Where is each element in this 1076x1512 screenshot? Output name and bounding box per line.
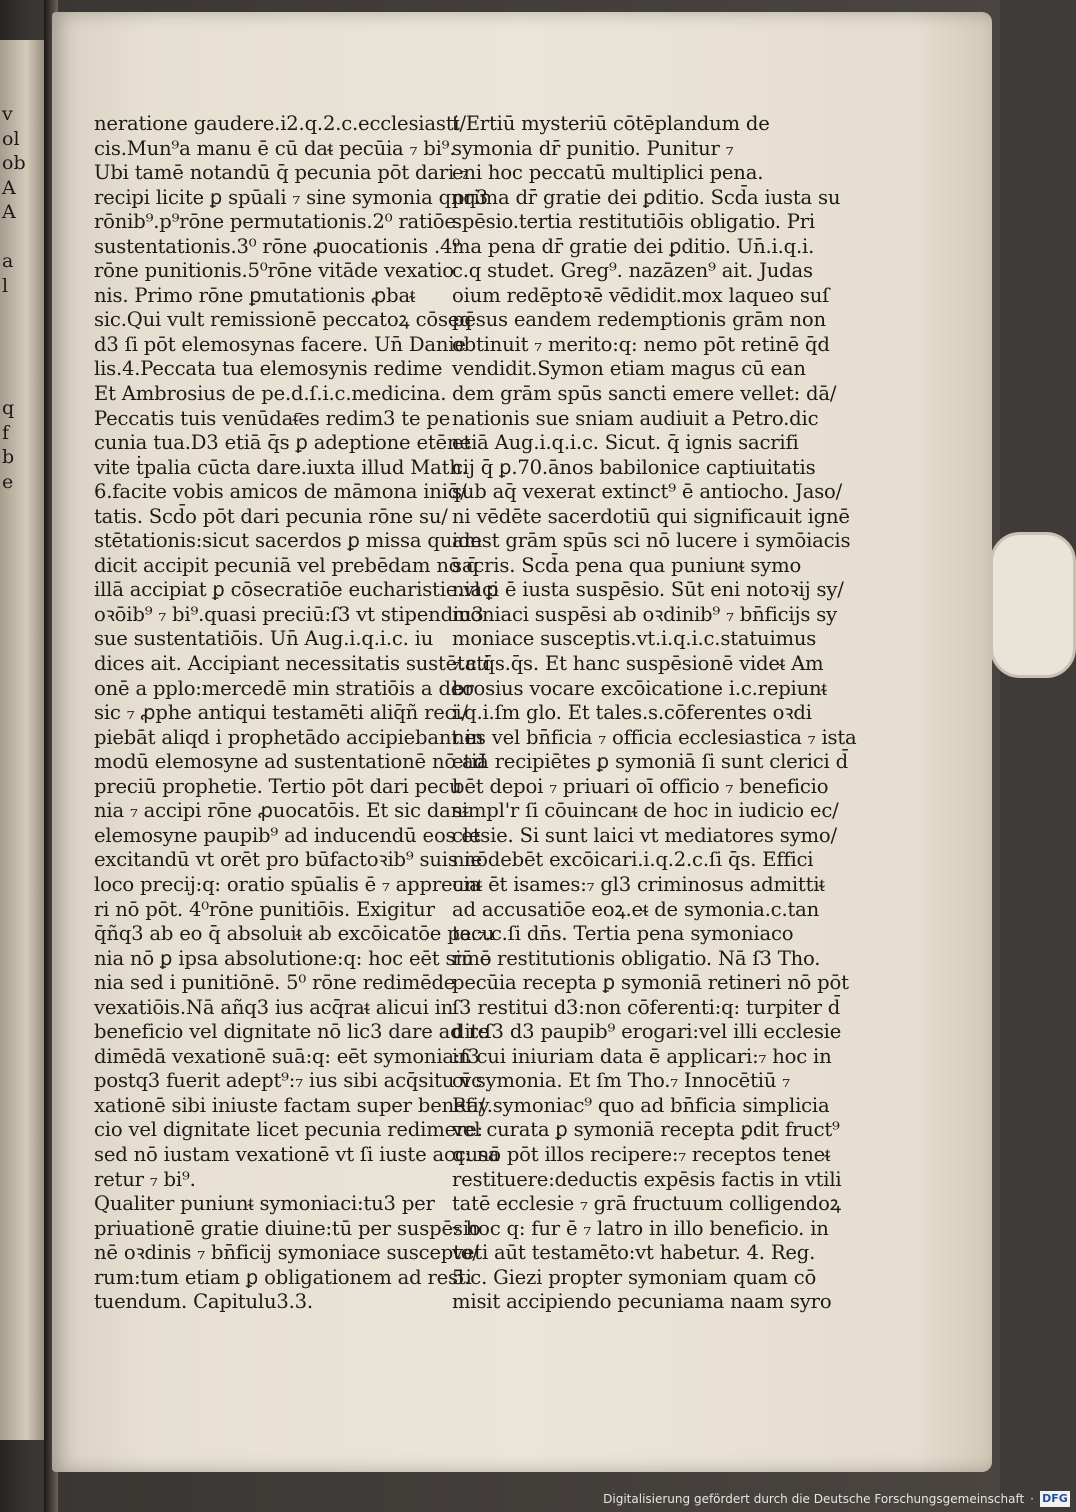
- right-column-line: 5.c. Giezi propter symoniam quam cō: [452, 1265, 817, 1289]
- right-column-line: nes vel bn̄ficia ₇ officia ecclesiastica ₇ ista: [452, 725, 857, 749]
- right-column-line: sub aq̄ vexerat extinct⁹ ē antiocho. Jaso/: [452, 480, 843, 504]
- right-column-line: c.q studet. Greg⁹. nazāzen⁹ ait. Judas: [452, 259, 813, 283]
- left-column-line: sustentationis.3⁰ rōne ꝓuocationis .4⁰: [94, 234, 460, 258]
- facing-page-fragment: ol: [2, 127, 20, 150]
- right-column-line: oī symonia. Et ſm Tho.₇ Innocētiū ₇: [452, 1069, 790, 1093]
- right-column-line: ad accusatiōe eoꝝ.eᵵ de symonia.c.tan: [452, 897, 820, 921]
- left-column-line: nē oꝛdinis ₇ bn̄ficij symoniace suscepto/: [94, 1241, 479, 1265]
- right-column-line: ₇.c.q̄s.q̄s. Et hanc suspēsionē videᵵ Am: [452, 652, 824, 676]
- left-column-line: preciū prophetie. Tertio pōt dari pecu: [94, 774, 462, 798]
- left-column-line: excitandū vt orēt pro būfactoꝛib⁹ suis nō: [94, 848, 488, 872]
- right-column-line: restituere:deductis expēsis factis in vtili: [452, 1167, 842, 1191]
- right-column-line: idest grām spūs sci nō lucere i symōiacis: [452, 529, 851, 553]
- left-column-line: dicit accipit pecuniā vel prebēdam nō q̄: [94, 553, 479, 577]
- left-column-line: ri nō pōt. 4⁰rōne punitiōis. Exigitur: [94, 897, 435, 921]
- left-column-line: nia ₇ accipi rōne ꝓuocatōis. Et sic danᵵ: [94, 799, 469, 823]
- right-column-line: Ray.symoniac⁹ quo ad bn̄ficia simplicia: [452, 1093, 830, 1117]
- left-column-line: elemosyne paupib⁹ ad inducendū eos et: [94, 823, 481, 847]
- right-column-line: misit accipiendo pecuniama naam syro: [452, 1290, 832, 1314]
- right-column-line: i.q.i.ſm glo. Et tales.s.cōferentes oꝛdi: [452, 701, 812, 725]
- left-column-line: neratione gaudere.i2.q.2.c.ecclesiasti/: [94, 112, 466, 135]
- left-column-line: q̄ñq3 ab eo q̄ absoluiᵵ ab excōicatōe pecu: [94, 922, 495, 946]
- right-column-line: brosius vocare excōicatione i.c.repiunᵵ: [452, 676, 827, 700]
- left-column-line: rōne punitionis.5⁰rōne vitāde vexatio: [94, 259, 454, 283]
- right-column-line: etiā recipiētes ꝑ symoniā ſi sunt clerici d̄: [452, 750, 848, 774]
- right-column-line: symonia dr̄ punitio. Punitur ₇: [452, 136, 734, 160]
- right-column-line: vendidit.Symon etiam magus cū ean: [452, 357, 806, 381]
- right-column-line: tatē ecclesie ₇ grā fructuum colligendoꝝ: [452, 1192, 841, 1216]
- left-column-line: loco precij:q: oratio spūalis ē ₇ apprecia: [94, 872, 481, 896]
- dfg-logo: DFG: [1040, 1491, 1070, 1507]
- right-column-line: dit:ſ3 d3 paupib⁹ erogari:vel illi ecclesie: [452, 1020, 842, 1044]
- left-column-line: sic ₇ ꝓphe antiqui testamēti aliq̄ñ reci/: [94, 701, 468, 725]
- right-column-line: moniace susceptis.vt.i.q.i.c.statuimus: [452, 627, 817, 651]
- left-column-line: cunia tua.D3 etiā q̄s ꝑ adeptione etēne: [94, 431, 471, 455]
- left-column-line: dimēdā vexationē suā:q: eēt symonia:ſ3: [94, 1044, 480, 1068]
- right-column-line: oium redēptoꝛē vēdidit.mox laqueo suſ: [452, 283, 830, 307]
- text-column-left: [94, 112, 500, 1315]
- right-column-line: ta.₇.c.ſi dn̄s. Tertia pena symoniaco: [452, 922, 794, 946]
- right-column-line: etiā Aug.i.q.i.c. Sicut. q̄ ignis sacrifi: [452, 431, 799, 455]
- facing-page-fragment: a: [2, 250, 14, 272]
- left-column-line: cio vel dignitate licet pecunia redimere:: [94, 1118, 483, 1142]
- right-column-line: bēt depoi ₇ priuari oī officio ₇ beneficio: [452, 774, 829, 798]
- facing-page-fragment: l: [2, 274, 9, 297]
- left-column-line: Qualiter puniunᵵ symoniaci:tu3 per: [94, 1192, 435, 1216]
- left-column-line: postq3 fuerit adept⁹:₇ ius sibi acq̄situ vc: [94, 1069, 482, 1093]
- right-column-line: in cui iniuriam data ē applicari:₇ hoc in: [452, 1044, 832, 1068]
- left-column-line: onē a pplo:mercedē min stratiōis a deo: [94, 676, 474, 700]
- left-column-line: oꝛōib⁹ ₇ bi⁹.quasi preciū:ſ3 vt stipendiu3: [94, 602, 484, 626]
- right-column-line: cij q̄ ꝑ.70.ānos babilonice captiuitatis: [452, 455, 816, 479]
- left-column-line: recipi licite ꝑ spūali ₇ sine symonia qnq3: [94, 185, 488, 209]
- footer-credit-text: Digitalisierung gefördert durch die Deutsche Forschungsgemeinschaft: [603, 1492, 1025, 1506]
- left-column-line: sic.Qui vult remissionē peccatoꝝ cōseq: [94, 308, 472, 332]
- left-column-line: modū elemosyne ad sustentationē nō ad: [94, 750, 486, 774]
- left-column-line: nis. Primo rōne ꝑmutationis ꝓbaᵵ: [94, 283, 416, 307]
- left-column-line: Peccatis tuis venūdaᵵ̄es redim3 te pe: [94, 406, 451, 430]
- right-column-line: unᵵ ēt isames:₇ gl3 criminosus admittiᵵ: [452, 872, 825, 896]
- right-column-line: rū ē restitutionis obligatio. Nā ſ3 Tho.: [452, 946, 821, 970]
- right-column-line: veti aūt testamēto:vt habetur. 4. Reg.: [452, 1241, 816, 1265]
- facing-page-fragment: q: [2, 397, 15, 419]
- facing-page-fragment: e: [2, 470, 14, 493]
- right-column-line: obtinuit ₇ merito:q: nemo pōt retinē q̄d: [452, 332, 830, 356]
- left-column-line: d3 ſi pōt elemosynas facere. Un̄ Danie: [94, 332, 466, 356]
- right-column-line: ma pena dr̄ gratie dei ꝑditio. Un̄.i.q.i.: [452, 234, 815, 258]
- left-column-line: nia nō ꝑ ipsa absolutione:q: hoc eēt simo: [94, 946, 492, 970]
- right-column-line: nie debēt excōicari.i.q.2.c.ſi q̄s. Effici: [452, 848, 814, 872]
- left-column-line: vite ṫpalia cūcta dare.iuxta illud Math.: [94, 455, 468, 479]
- left-column-line: stētationis:sicut sacerdos ꝑ missa quam: [94, 529, 483, 553]
- facing-page-fragment: ob: [2, 152, 26, 174]
- right-column-line: vel curata ꝑ symoniā recepta ꝑdit fruct⁹: [452, 1118, 840, 1142]
- left-column-line: xationē sibi iniuste factam super benefi/: [94, 1093, 485, 1117]
- left-column-line: dices ait. Accipiant necessitatis sustētati: [94, 652, 490, 676]
- right-column-line: pēsus eandem redemptionis grām non: [452, 308, 826, 332]
- left-column-line: nia sed i punitiōnē. 5⁰ rōne redimēde: [94, 971, 456, 995]
- right-column-line: ₇ hoc q: fur ē ₇ latro in illo beneficio. in: [452, 1216, 829, 1240]
- left-column-line: 6.facite vobis amicos de māmona iniq̄/: [94, 480, 467, 504]
- document-page: [52, 12, 992, 1472]
- left-column-line: lis.4.Peccata tua elemosynis redime: [94, 357, 443, 381]
- facing-page-fragment: A: [2, 201, 16, 223]
- facing-page-fragment: f: [2, 421, 10, 444]
- right-column-line: spēsio.tertia restitutiōis obligatio. Pri: [452, 210, 815, 234]
- left-column-line: piebāt aliqd i prophetādo accipiebant in: [94, 725, 484, 749]
- left-column-line: priuationē gratie diuine:tū per suspēsio: [94, 1216, 481, 1240]
- facing-page-edge: [0, 40, 48, 1440]
- left-column-line: sue sustentatiōis. Un̄ Aug.i.q.i.c. iu: [94, 627, 434, 651]
- left-column-line: vexatiōis.Nā añq3 ius acq̄raᵵ alicui in: [94, 995, 454, 1019]
- left-column-line: cis.Mun⁹a manu ē cū daᵵ pecūia ₇ bi⁹.: [94, 136, 456, 160]
- right-column-line: clesie. Si sunt laici vt mediatores symo/: [452, 823, 837, 847]
- left-column-line: sed nō iustam vexationē vt ſi iuste accusa: [94, 1142, 500, 1166]
- left-column-line: retur ₇ bi⁹.: [94, 1167, 196, 1191]
- footer-separator: ·: [1030, 1492, 1034, 1506]
- left-column-line: rōnib⁹.p⁹rōne permutationis.2⁰ ratiōe: [94, 210, 456, 234]
- right-column-line: dem grām spūs sancti emere vellet: dā/: [452, 382, 837, 406]
- right-column-line: ſ3 restitui d3:non cōferenti:q: turpiter d̄: [452, 995, 841, 1019]
- right-column-line: niaci ē iusta suspēsio. Sūt eni notoꝛij sy/: [452, 578, 844, 602]
- right-column-line: ni vēdēte sacerdotiū qui significauit ignē: [452, 504, 850, 528]
- right-column-line: t Ertiū mysteriū cōtēplandum de: [452, 112, 770, 135]
- digitization-footer: [603, 1488, 1070, 1510]
- left-column-line: rum:tum etiam ꝑ obligationem ad resti: [94, 1265, 472, 1289]
- facing-page-fragment: v: [2, 103, 13, 125]
- right-column-line: eni hoc peccatū multiplici pena.: [452, 161, 764, 185]
- left-column-line: tatis. Scd̄o pōt dari pecunia rōne su/: [94, 504, 448, 528]
- right-column-line: moniaci suspēsi ab oꝛdinib⁹ ₇ bn̄ficijs sy: [452, 602, 837, 626]
- right-column-line: prima dr̄ gratie dei ꝑditio. Scd̄a iusta su: [452, 185, 841, 209]
- facing-page-fragment: b: [2, 446, 15, 468]
- left-column-line: Et Ambrosius de pe.d.ſ.i.c.medicina.: [94, 382, 447, 406]
- left-column-line: illā accipiat ꝑ cōsecratiōe eucharistie.vł ꝑ: [94, 578, 499, 602]
- facing-page-fragment: A: [2, 176, 16, 199]
- right-column-line: sacris. Scd̄a pena qua puniunᵵ symo: [452, 553, 802, 577]
- right-column-line: nationis sue sniam audiuit a Petro.dic: [452, 406, 819, 430]
- right-column-line: simpl'r ſi cōuincanᵵ de hoc in iudicio ec/: [452, 799, 839, 823]
- text-column-right: [452, 112, 857, 1315]
- right-column-line: pecūia recepta ꝑ symoniā retineri nō pōt: [452, 971, 849, 995]
- left-column-line: tuendum. Capitulu3.3.: [94, 1290, 313, 1314]
- left-column-line: Ubi tamē notandū q̄ pecunia pōt dari ₇: [94, 161, 468, 185]
- left-column-line: beneficio vel dignitate nō lic3 dare ad re: [94, 1020, 490, 1044]
- right-column-line: q: nō pōt illos recipere:₇ receptos teneᵵ: [452, 1142, 831, 1166]
- page-clasp-mark: [990, 532, 1076, 678]
